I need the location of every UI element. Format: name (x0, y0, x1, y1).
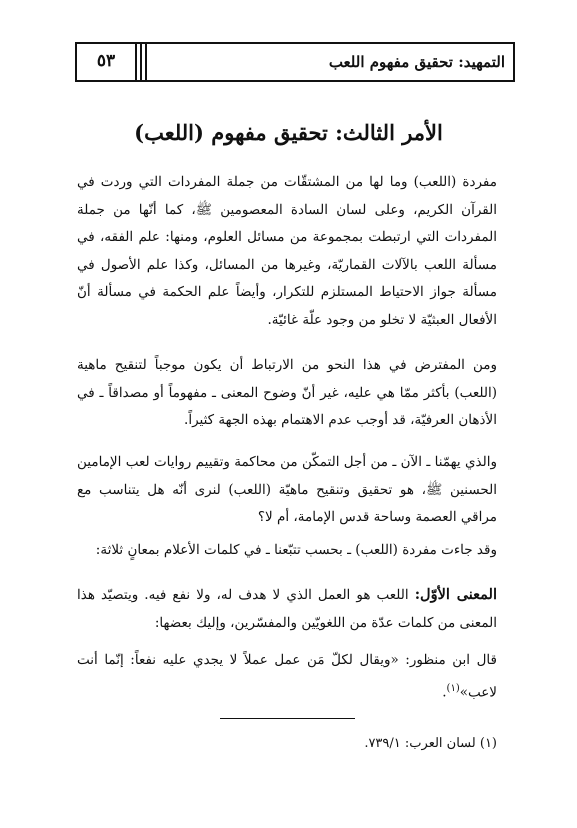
quote-text: قال ابن منظور: «ويقال لكلّ مَن عمل عملاً لا يجدي عليه نفعاً: إنّما أنت لاعب» (77, 652, 497, 700)
footnote: (١) لسان العرب: ٧٣٩/١. (364, 736, 497, 751)
page-number: ٥٣ (96, 51, 116, 71)
paragraph-1: مفردة (اللعب) وما لها من المشتقّات من جملة المفردات التي وردت في القرآن الكريم، وعلى لسان السادة المعصومين ﷺ، كما أنّها من جملة المفردات التي ارتبطت بمجموعة من مسائل العلوم، ومنها: علم الفقه، في مسألة اللعب بالآلات القماريّة، وغيرها من المسائل، وكذا علم الأصول في مسألة جواز الاحتياط المستلزم للتكرار، وأيضاً علم الحكمة في مسألة أنّ الأفعال العبثيّة لا تخلو من وجود علّة غائيّة. (77, 174, 497, 328)
footnote-marker[interactable]: (١) (446, 682, 460, 694)
paragraph-3: والذي يهمّنا ـ الآن ـ من أجل التمكّن من محاكمة وتقييم روايات لعب الإمامين الحسنين ﷺ، هو تحقيق وتنقيح ماهيّة (اللعب) لنرى أنّه هل يتناسب مع مراقي العصمة وساحة قدس الإمامة، أم لا؟ (77, 454, 497, 525)
first-meaning-heading: المعنى الأوّل: (414, 586, 497, 603)
footnote-separator (220, 718, 355, 719)
paragraph-5 (77, 581, 497, 637)
paragraph-4: وقد جاءت مفردة (اللعب) ـ بحسب تتبّعنا ـ في كلمات الأعلام بمعانٍ ثلاثة: (95, 542, 497, 558)
page-header (75, 42, 515, 82)
running-title: التمهيد: تحقيق مفهوم اللعب (328, 53, 505, 71)
paragraph-6 (77, 647, 497, 707)
header-divider (135, 44, 147, 80)
quote-end: . (442, 684, 447, 700)
first-meaning-text: اللعب هو العمل الذي لا هدف له، ولا نفع فيه. ويتصيّد هذا المعنى من كلمات عدّة من اللغويّين والمفسّرين، وإليك بعضها: (77, 587, 497, 631)
section-title: الأمر الثالث: تحقيق مفهوم (اللعب) (134, 120, 443, 145)
paragraph-2: ومن المفترض في هذا النحو من الارتباط أن يكون موجباً لتنقيح ماهية (اللعب) بأكثر ممّا هي عليه، غير أنّ وضوح المعنى ـ مفهوماً أو مصداقاً ـ في الأذهان العرفيّة، قد أوجب عدم الاهتمام بهذه الجهة كثيراً. (77, 357, 497, 428)
